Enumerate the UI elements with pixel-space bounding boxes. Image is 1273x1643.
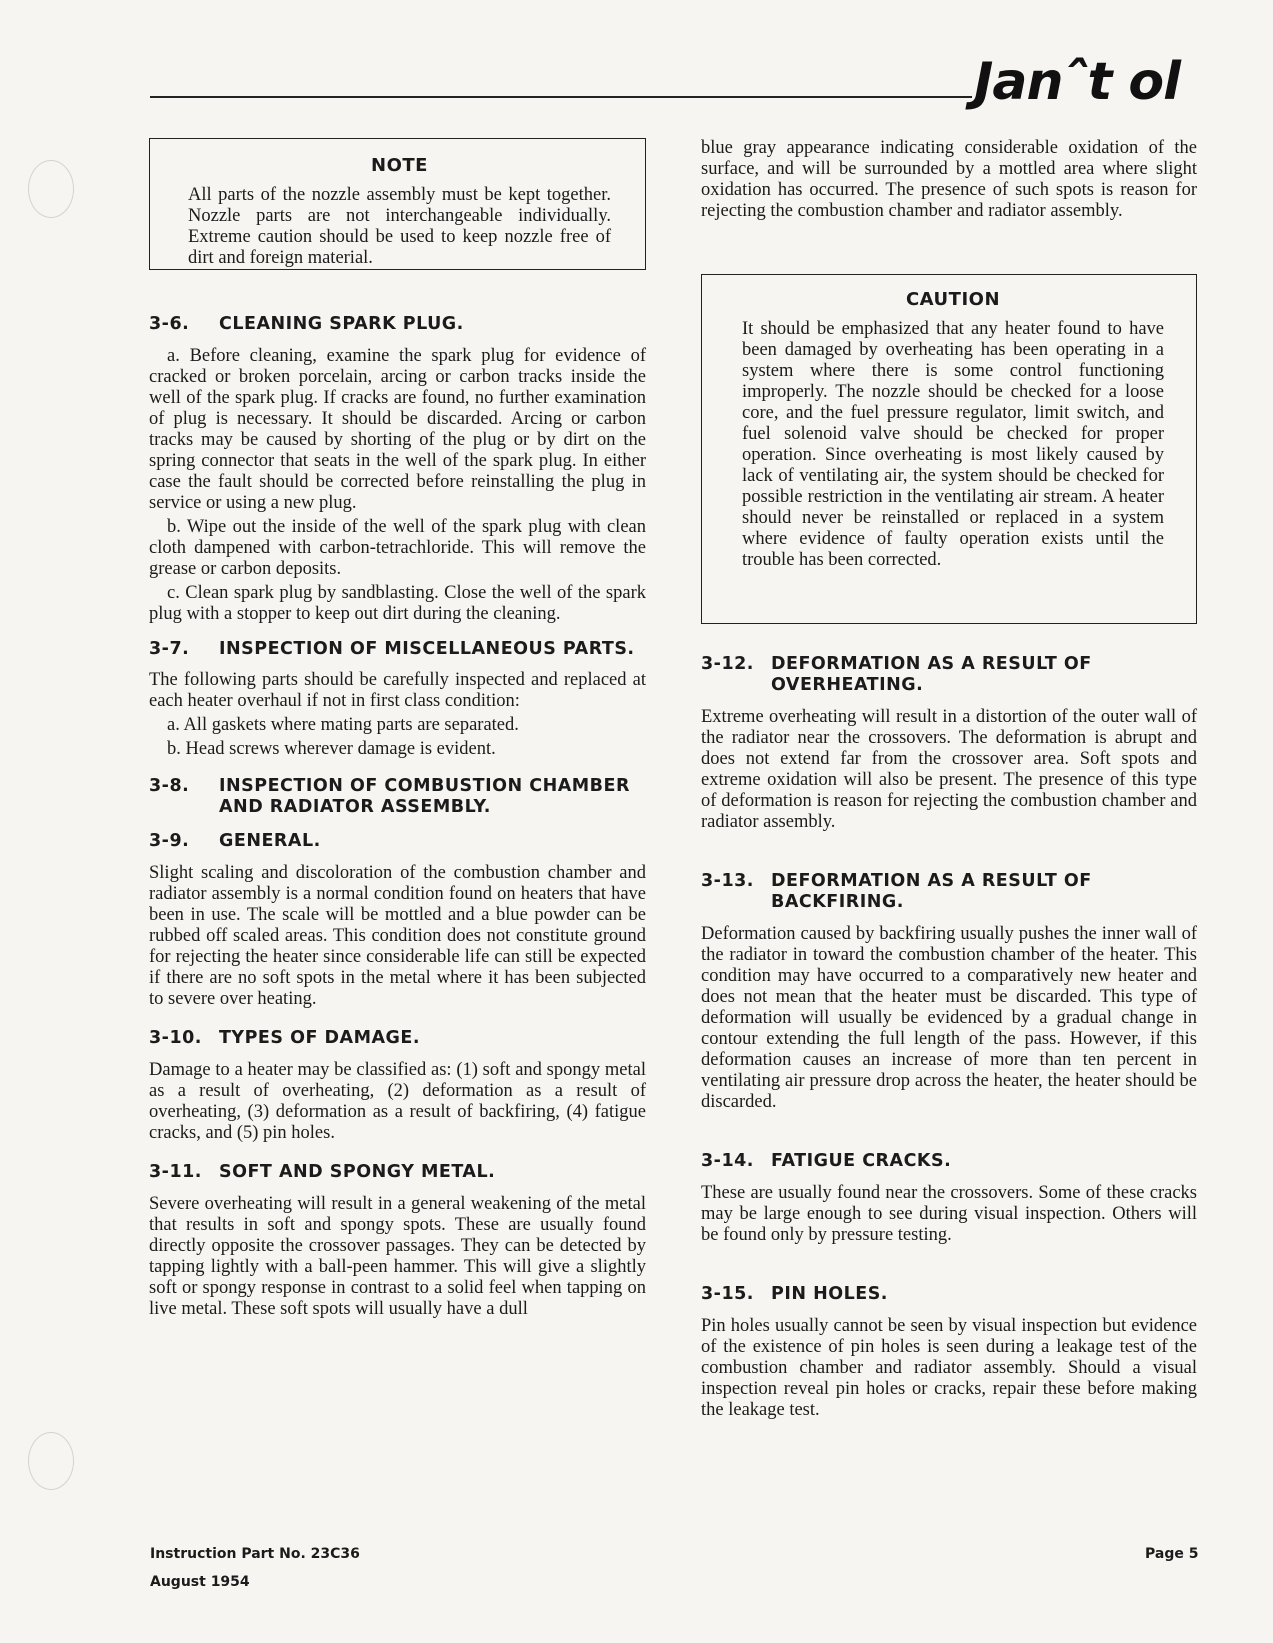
section-number: 3-12. xyxy=(701,654,754,674)
paragraph-3-6-a: a. Before cleaning, examine the spark plug for evidence of cracked or broken porcelain, arcing or carbon tracks inside the well of the spark plug. If cracks are found, no further examination of plug is necessary. It should be discarded. Arcing or carbon tracks may be caused by shorting of the plug or by dirt on the spring connector that seats in the well of the spark plug. In either case the fault should be corrected before reinstalling the plug in service or using a new plug. xyxy=(149,346,646,513)
paragraph-3-11: Severe overheating will result in a general weakening of the metal that results in soft and spongy spots. These are usually found directly opposite the crossover passages. They can be detected by tapping lightly with a ball-peen hammer. This will give a slightly soft or spongy response in contrast to a solid feel when tapping on live metal. These soft spots will usually have a dull xyxy=(149,1194,646,1319)
section-number: 3-9. xyxy=(149,831,190,851)
section-number: 3-11. xyxy=(149,1162,202,1182)
left-column xyxy=(149,138,646,1320)
footer-page-number: Page 5 xyxy=(1145,1546,1199,1562)
section-heading-3-12 xyxy=(701,654,1197,696)
paragraph-3-6-b: b. Wipe out the inside of the well of the spark plug with clean cloth dampened with carbon-tetrachloride. This will remove the grease or carbon deposits. xyxy=(149,517,646,579)
section-title: GENERAL. xyxy=(219,831,321,851)
right-column xyxy=(701,138,1197,1421)
paragraph-3-11-continued: blue gray appearance indicating considerable oxidation of the surface, and will be surrounded by a mottled area where slight oxidation has occurred. The presence of such spots is reason for rejecting the combustion chamber and radiator assembly. xyxy=(701,138,1197,221)
section-number: 3-10. xyxy=(149,1028,202,1048)
paragraph-3-12: Extreme overheating will result in a distortion of the outer wall of the radiator near the crossovers. The deformation is abrupt and does not extend far from the crossover area. Soft spots and extreme oxidation will also be present. The presence of this type of deformation is reason for rejecting the combustion chamber and radiator assembly. xyxy=(701,707,1197,832)
section-number: 3-13. xyxy=(701,871,754,891)
section-heading-3-9 xyxy=(149,831,646,852)
section-number: 3-6. xyxy=(149,314,190,334)
section-title: DEFORMATION AS A RESULT OF OVERHEATING. xyxy=(771,654,1092,695)
punch-hole-bottom xyxy=(28,1432,74,1490)
note-box xyxy=(149,138,646,270)
paragraph-3-10: Damage to a heater may be classified as: (1) soft and spongy metal as a result of overheating, (2) deformation as a result of overheating, (3) deformation as a result of backfiring, (4) fatigue cracks, and (5) pin holes. xyxy=(149,1060,646,1143)
caution-text: It should be emphasized that any heater found to have been damaged by overheating has been operating in a system where there is some control functioning improperly. The nozzle should be checked for a loose core, and the fuel pressure regulator, limit switch, and fuel solenoid valve should be checked for proper operation. Since overheating is most likely caused by lack of ventilating air, the system should be checked for possible restriction in the ventilating air stream. A heater should never be reinstalled or replaced in a system where evidence of faulty operation exists until the trouble has been corrected. xyxy=(742,319,1164,570)
section-heading-3-7 xyxy=(149,639,646,660)
paragraph-3-6-c: c. Clean spark plug by sandblasting. Close the well of the spark plug with a stopper to keep out dirt during the cleaning. xyxy=(149,583,646,624)
caution-title: CAUTION xyxy=(905,289,1001,310)
section-number: 3-14. xyxy=(701,1151,754,1171)
footer-part-number: Instruction Part No. 23C36 xyxy=(150,1546,360,1562)
section-title: PIN HOLES. xyxy=(771,1284,888,1304)
note-text: All parts of the nozzle assembly must be kept together. Nozzle parts are not interchangeable individually. Extreme caution should be used to keep nozzle free of dirt and foreign material. xyxy=(188,185,611,268)
paragraph-3-15: Pin holes usually cannot be seen by visual inspection but evidence of the existence of pin holes is seen during a leakage test of the combustion chamber and radiator assembly. Should a visual inspection reveal pin holes or cracks, repair these before making the leakage test. xyxy=(701,1316,1197,1420)
section-heading-3-11 xyxy=(149,1162,646,1183)
paragraph-3-13: Deformation caused by backfiring usually pushes the inner wall of the radiator in toward the combustion chamber of the heater. This condition may have occurred to a comparatively new heater and does not mean that the heater must be discarded. This type of deformation will usually be evidenced by a gradual change in contour extending the full length of the pass. However, if this deformation causes an increase of more than ten percent in ventilating air pressure drop across the heater, the heater should be discarded. xyxy=(701,924,1197,1112)
section-heading-3-8 xyxy=(149,776,646,818)
section-heading-3-15 xyxy=(701,1284,1197,1305)
section-title: CLEANING SPARK PLUG. xyxy=(219,314,464,334)
section-heading-3-10 xyxy=(149,1028,646,1049)
note-title: NOTE xyxy=(371,155,428,176)
punch-hole-top xyxy=(28,160,74,218)
section-number: 3-7. xyxy=(149,639,190,659)
brand-logo: Janˆt ol xyxy=(974,52,1180,112)
section-heading-3-13 xyxy=(701,871,1197,913)
section-heading-3-6 xyxy=(149,314,646,335)
section-number: 3-8. xyxy=(149,776,190,796)
caution-box xyxy=(701,274,1197,624)
header-rule xyxy=(150,96,972,98)
footer-date: August 1954 xyxy=(150,1574,250,1590)
section-heading-3-14 xyxy=(701,1151,1197,1172)
section-title: INSPECTION OF COMBUSTION CHAMBER AND RADIATOR ASSEMBLY. xyxy=(219,776,630,817)
paragraph-3-7-intro: The following parts should be carefully inspected and replaced at each heater overhaul if not in first class condition: xyxy=(149,670,646,711)
section-title: SOFT AND SPONGY METAL. xyxy=(219,1162,496,1182)
section-title: DEFORMATION AS A RESULT OF BACKFIRING. xyxy=(771,871,1092,912)
list-item-3-7-a: a. All gaskets where mating parts are separated. xyxy=(167,715,519,735)
section-number: 3-15. xyxy=(701,1284,754,1304)
list-item-3-7-b: b. Head screws wherever damage is evident. xyxy=(167,739,496,759)
section-title: TYPES OF DAMAGE. xyxy=(219,1028,421,1048)
section-title: FATIGUE CRACKS. xyxy=(771,1151,952,1171)
paragraph-3-9: Slight scaling and discoloration of the combustion chamber and radiator assembly is a normal condition found on heaters that have been in use. The scale will be mottled and a blue powder can be rubbed off scaled areas. This condition does not constitute ground for rejecting the heater since considerable life can still be expected if there are no soft spots in the metal where it has been subjected to severe over heating. xyxy=(149,863,646,1009)
section-title: INSPECTION OF MISCELLANEOUS PARTS. xyxy=(219,639,635,659)
paragraph-3-14: These are usually found near the crossovers. Some of these cracks may be large enough to see during visual inspection. Others will be found only by pressure testing. xyxy=(701,1183,1197,1245)
